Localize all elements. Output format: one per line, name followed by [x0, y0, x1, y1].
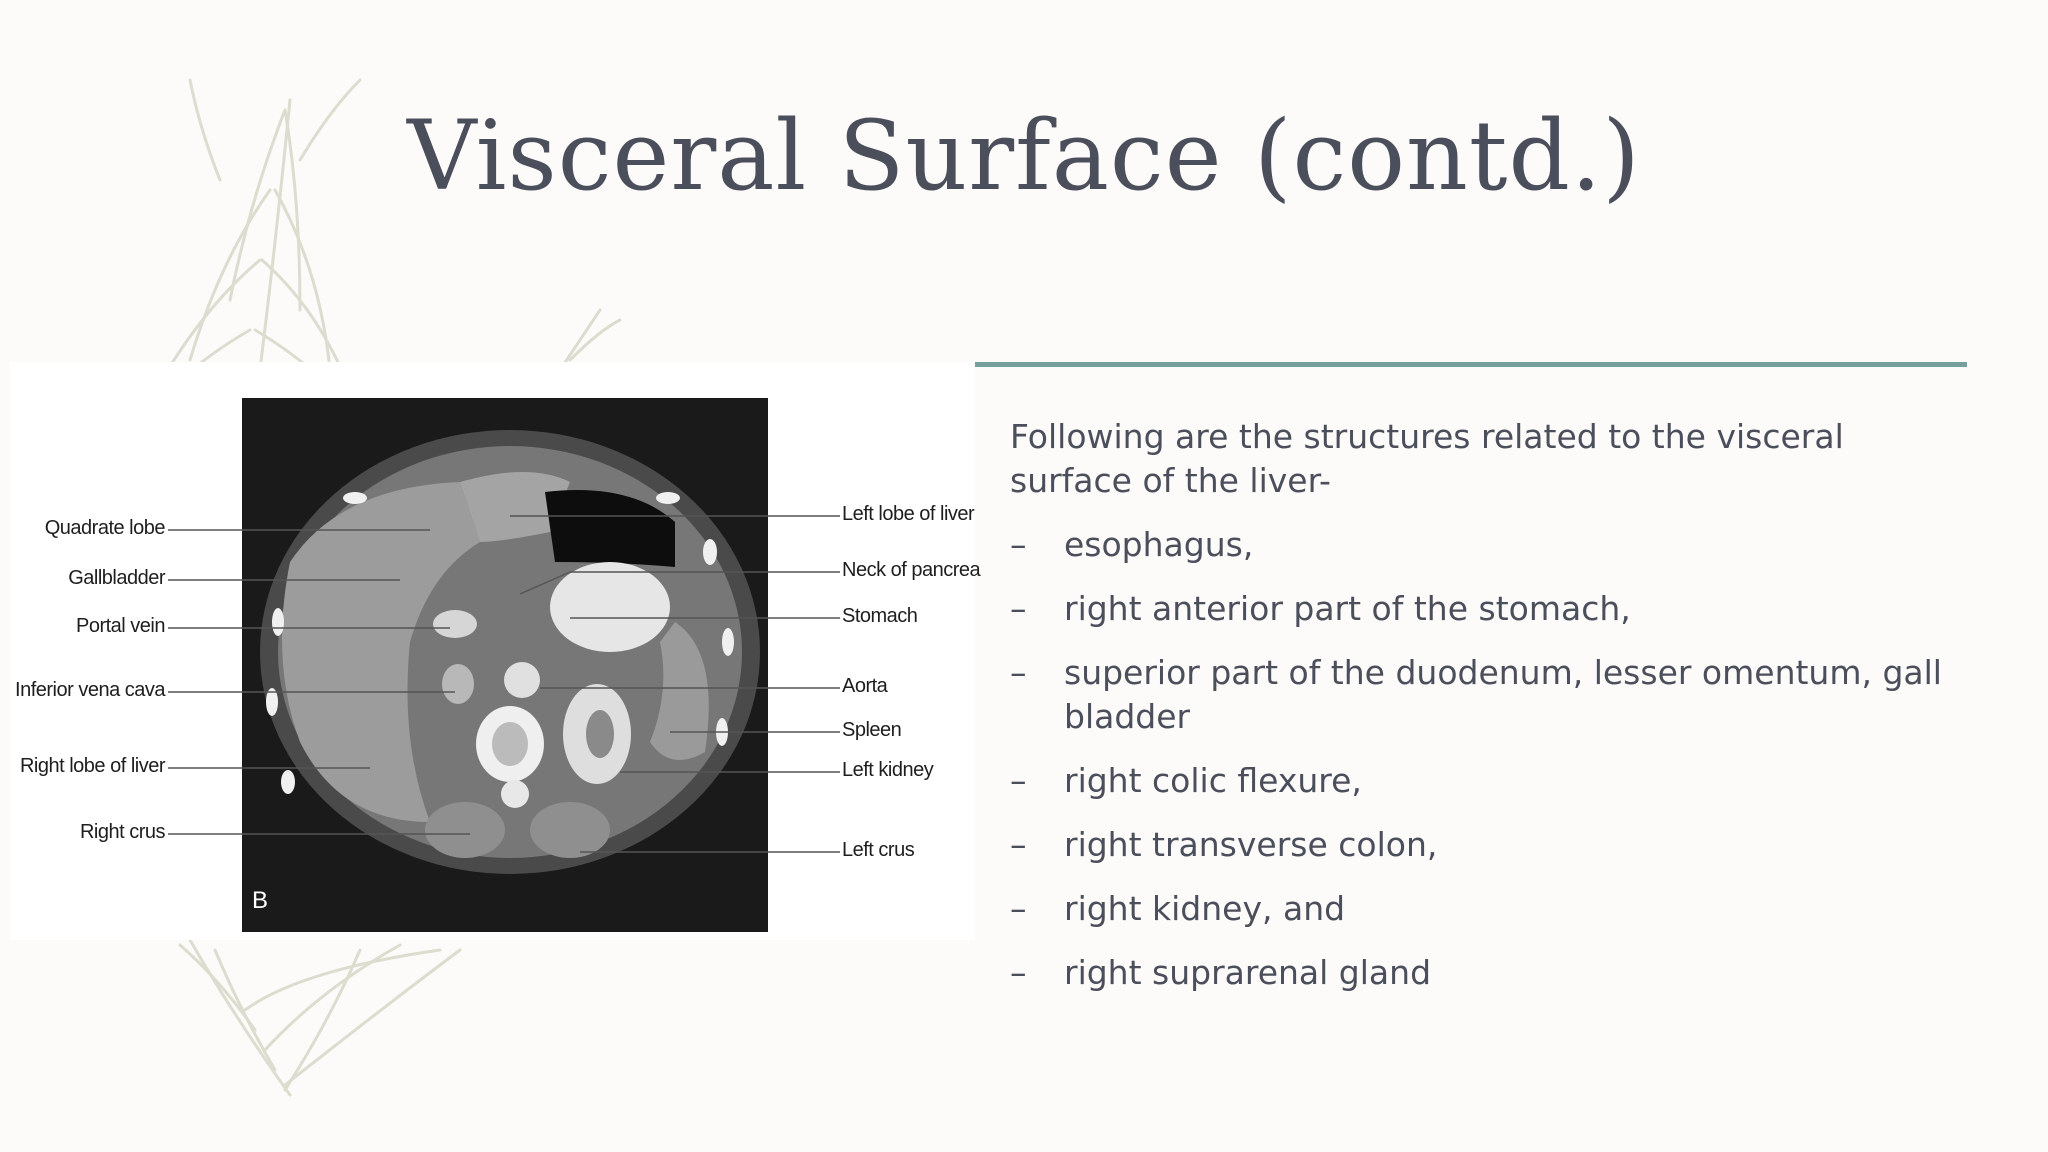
- bullet-marker: –: [1010, 953, 1027, 992]
- label-quadrate-lobe: Quadrate lobe: [44, 517, 165, 539]
- list-item-text: right suprarenal gland: [1064, 953, 1432, 992]
- list-item-text: superior part of the duodenum, lesser omentum, gall bladder: [1064, 653, 1942, 736]
- label-left-crus: Left crus: [842, 839, 915, 861]
- ct-scan-image: [10, 362, 975, 940]
- list-item: [1010, 523, 1950, 567]
- ct-scan-figure: [10, 362, 981, 940]
- bullet-marker: –: [1010, 525, 1027, 564]
- label-gallbladder: Gallbladder: [68, 567, 165, 589]
- list-item-text: right colic flexure,: [1064, 761, 1362, 800]
- label-stomach: Stomach: [842, 605, 918, 627]
- bullet-marker: –: [1010, 889, 1027, 928]
- label-left-lobe-of-liver: Left lobe of liver: [842, 503, 975, 525]
- list-item: [1010, 951, 1950, 995]
- label-portal-vein: Portal vein: [76, 615, 165, 637]
- content-body: [1010, 415, 1950, 1015]
- bullet-marker: –: [1010, 589, 1027, 628]
- list-item: [1010, 887, 1950, 931]
- accent-line: [975, 362, 1967, 367]
- list-item-text: right transverse colon,: [1064, 825, 1438, 864]
- list-item: [1010, 651, 1950, 739]
- label-neck-of-pancrea: Neck of pancrea: [842, 559, 981, 581]
- list-item-text: esophagus,: [1064, 525, 1254, 564]
- slide-title: Visceral Surface (contd.): [407, 100, 1641, 212]
- label-right-crus: Right crus: [79, 821, 165, 843]
- label-left-kidney: Left kidney: [842, 759, 934, 781]
- list-item-text: right kidney, and: [1064, 889, 1346, 928]
- list-item-text: right anterior part of the stomach,: [1064, 589, 1631, 628]
- list-item: [1010, 823, 1950, 867]
- list-item: [1010, 587, 1950, 631]
- label-inferior-vena-cava: Inferior vena cava: [15, 679, 165, 701]
- intro-text: Following are the structures related to the visceral surface of the liver-: [1010, 417, 1844, 500]
- list-item: [1010, 759, 1950, 803]
- label-spleen: Spleen: [842, 719, 902, 741]
- bullet-marker: –: [1010, 653, 1027, 692]
- bullet-list: [1010, 523, 1950, 995]
- panel-letter: B: [252, 887, 268, 914]
- bullet-marker: –: [1010, 825, 1027, 864]
- bullet-marker: –: [1010, 761, 1027, 800]
- label-aorta: Aorta: [842, 675, 888, 697]
- label-right-lobe-of-liver: Right lobe of liver: [19, 755, 165, 777]
